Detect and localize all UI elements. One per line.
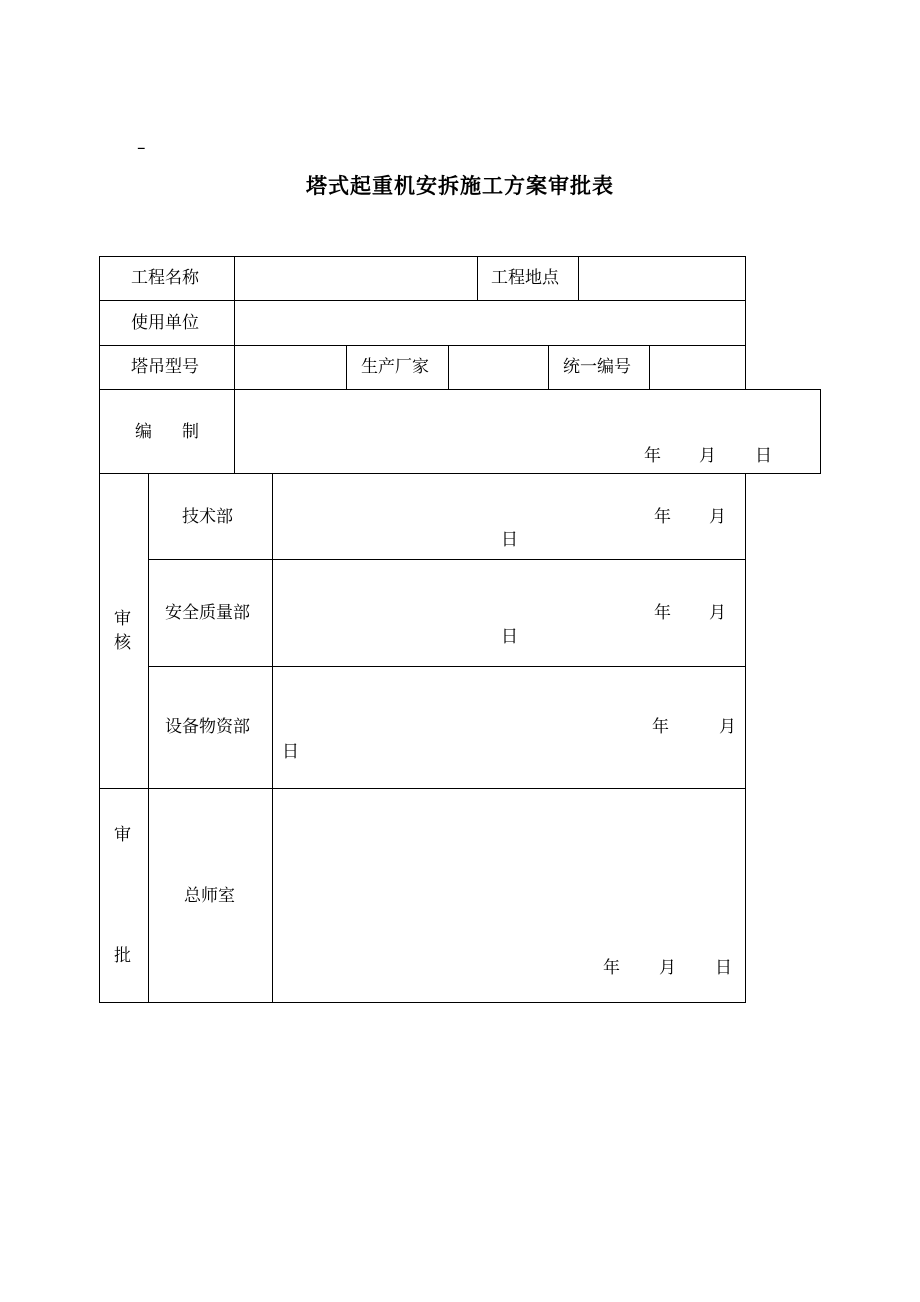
table-line (99, 788, 746, 789)
compile-date-year: 年 (644, 446, 661, 466)
unified-number-label: 统一编号 (563, 357, 631, 377)
table-line (745, 256, 746, 390)
table-line (99, 300, 746, 301)
table-line (148, 473, 149, 1003)
manufacturer-label: 生产厂家 (361, 357, 429, 377)
table-line (649, 345, 650, 390)
table-line (99, 473, 821, 474)
approval-group-char-1: 审 (114, 825, 131, 845)
crane-model-label: 塔吊型号 (131, 357, 199, 377)
approval-date-month: 月 (659, 958, 676, 978)
equipment-date-year: 年 (652, 717, 669, 737)
form-title: 塔式起重机安拆施工方案审批表 (306, 174, 614, 198)
approval-date-year: 年 (603, 958, 620, 978)
safety-dept-label: 安全质量部 (165, 603, 250, 623)
equipment-dept-label: 设备物资部 (165, 717, 250, 737)
table-line (99, 256, 746, 257)
user-unit-label: 使用单位 (131, 313, 199, 333)
compile-label-char-1: 编 (135, 422, 152, 442)
safety-date-day: 日 (501, 627, 518, 647)
table-line (148, 666, 746, 667)
table-line (346, 345, 347, 390)
tech-date-year: 年 (654, 507, 671, 527)
table-line (99, 1002, 746, 1003)
review-group-char-1: 审 (114, 609, 131, 629)
safety-date-year: 年 (654, 603, 671, 623)
compile-label-char-2: 制 (182, 422, 199, 442)
tech-date-day: 日 (501, 530, 518, 550)
table-line (234, 256, 235, 474)
compile-date-day: 日 (755, 446, 772, 466)
equipment-date-day: 日 (282, 742, 299, 762)
project-name-label: 工程名称 (131, 268, 199, 288)
chief-engineer-office-label: 总师室 (184, 886, 235, 906)
table-line (448, 345, 449, 390)
header-mark: – (137, 138, 146, 158)
table-line (477, 256, 478, 301)
table-line (578, 256, 579, 301)
table-line (99, 389, 821, 390)
table-line (820, 389, 821, 474)
table-line (548, 345, 549, 390)
review-group-char-2: 核 (114, 633, 131, 653)
table-line (148, 559, 746, 560)
tech-date-month: 月 (709, 507, 726, 527)
compile-date-month: 月 (699, 446, 716, 466)
table-line (745, 473, 746, 1003)
table-line (99, 256, 100, 1003)
tech-dept-label: 技术部 (182, 507, 233, 527)
approval-date-day: 日 (715, 958, 732, 978)
table-line (272, 473, 273, 1003)
safety-date-month: 月 (709, 603, 726, 623)
approval-group-char-2: 批 (114, 946, 131, 966)
equipment-date-month: 月 (719, 717, 736, 737)
project-location-label: 工程地点 (491, 268, 559, 288)
